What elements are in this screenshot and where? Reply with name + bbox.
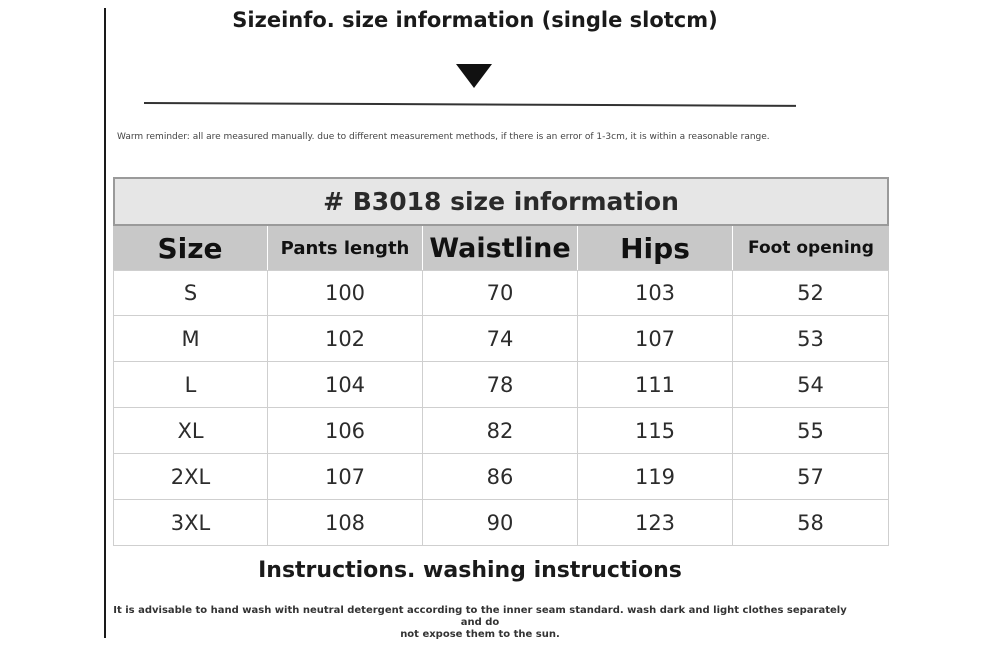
washing-instructions-heading: Instructions. washing instructions <box>258 558 682 583</box>
table-row <box>113 454 889 500</box>
size-cell: M <box>113 316 268 361</box>
hips-cell: 119 <box>578 454 733 499</box>
foot-opening-cell: 58 <box>733 500 889 545</box>
foot-opening-cell: 53 <box>733 316 889 361</box>
left-border-line <box>104 8 106 638</box>
pants-length-cell: 107 <box>268 454 423 499</box>
washing-instructions-line-2: not expose them to the sun. <box>400 629 560 640</box>
size-cell: S <box>113 271 268 315</box>
measurement-reminder: Warm reminder: all are measured manually. due to different measurement methods, if there is an error of 1-3cm, it is within a reasonable range. <box>117 132 770 142</box>
hips-cell: 111 <box>578 362 733 407</box>
size-table <box>113 177 889 548</box>
table-row <box>113 362 889 408</box>
waistline-cell: 74 <box>423 316 578 361</box>
waistline-cell: 90 <box>423 500 578 545</box>
pants-length-cell: 108 <box>268 500 423 545</box>
hips-cell: 123 <box>578 500 733 545</box>
washing-instructions-text <box>110 605 850 641</box>
foot-opening-cell: 52 <box>733 271 889 315</box>
table-row <box>113 270 889 316</box>
foot-opening-cell: 55 <box>733 408 889 453</box>
washing-instructions-line-1: It is advisable to hand wash with neutral detergent according to the inner seam standard. wash dark and light clothes separately and do <box>113 605 847 628</box>
foot-opening-cell: 54 <box>733 362 889 407</box>
table-row <box>113 408 889 454</box>
pants-length-cell: 102 <box>268 316 423 361</box>
size-cell: XL <box>113 408 268 453</box>
waistline-cell: 86 <box>423 454 578 499</box>
size-cell: L <box>113 362 268 407</box>
pants-length-cell: 100 <box>268 271 423 315</box>
size-table-body <box>113 270 889 546</box>
size-table-title: # B3018 size information <box>113 177 889 226</box>
down-triangle-icon <box>456 64 492 88</box>
waistline-cell: 78 <box>423 362 578 407</box>
divider-line <box>144 102 796 107</box>
pants-length-cell: 106 <box>268 408 423 453</box>
table-row <box>113 500 889 546</box>
size-cell: 2XL <box>113 454 268 499</box>
column-header-pants-length: Pants length <box>268 226 423 270</box>
waistline-cell: 70 <box>423 271 578 315</box>
column-header-foot-opening: Foot opening <box>748 238 874 258</box>
size-table-header <box>113 226 889 270</box>
table-row <box>113 316 889 362</box>
column-header-waistline: Waistline <box>423 226 578 270</box>
page-title: Sizeinfo. size information (single slotcm) <box>232 8 718 32</box>
hips-cell: 107 <box>578 316 733 361</box>
pants-length-cell: 104 <box>268 362 423 407</box>
column-header-hips: Hips <box>578 226 733 270</box>
size-cell: 3XL <box>113 500 268 545</box>
hips-cell: 103 <box>578 271 733 315</box>
foot-opening-cell: 57 <box>733 454 889 499</box>
hips-cell: 115 <box>578 408 733 453</box>
column-header-size: Size <box>113 226 268 270</box>
waistline-cell: 82 <box>423 408 578 453</box>
